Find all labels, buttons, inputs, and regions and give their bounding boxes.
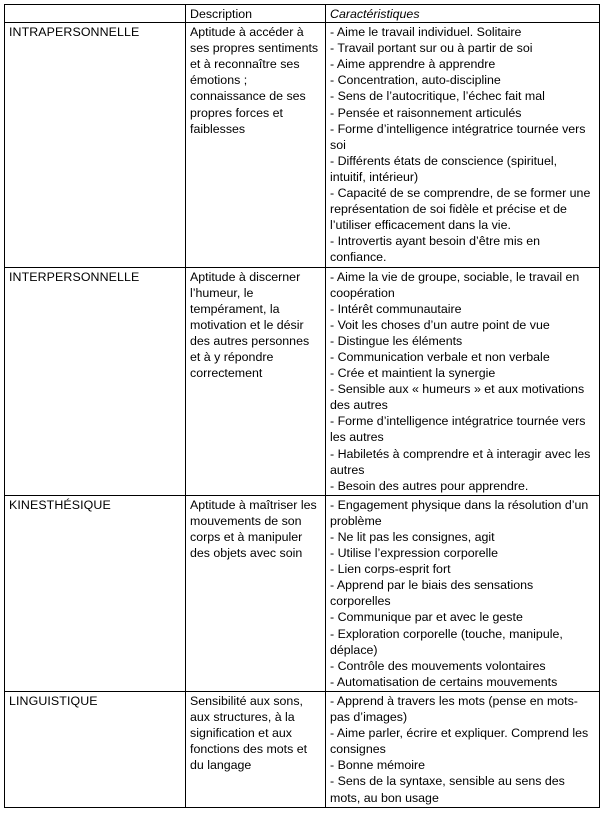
- table-row: [5, 495, 600, 691]
- characteristic-item: - Bonne mémoire: [330, 758, 426, 773]
- intelligence-description: Sensibilité aux sons, aux structures, à la signification et aux fonctions des mots et du langage: [186, 691, 326, 807]
- characteristic-item: - Engagement physique dans la résolution d’un problème: [330, 497, 589, 528]
- characteristic-item: - Ne lit pas les consignes, agit: [330, 530, 495, 544]
- intelligence-characteristics: [326, 691, 600, 807]
- table-body: [5, 23, 600, 808]
- characteristic-item: - Crée et maintient la synergie: [330, 366, 496, 381]
- intelligence-characteristics: [326, 23, 600, 267]
- characteristic-item: - Utilise l’expression corporelle: [330, 546, 499, 561]
- characteristic-item: - Introvertis ayant besoin d’être mis en confiance.: [330, 234, 541, 265]
- intelligence-characteristics: [326, 495, 600, 691]
- characteristic-item: - Automatisation de certains mouvements: [330, 674, 558, 689]
- intelligence-type: INTERPERSONNELLE: [5, 267, 186, 495]
- characteristic-item: - Sensible aux « humeurs » et aux motivations des autres: [330, 382, 585, 413]
- characteristic-item: - Différents états de conscience (spirituel, intuitif, intérieur): [330, 153, 558, 184]
- characteristic-item: - Sens de la syntaxe, sensible au sens des mots, au bon usage: [330, 774, 565, 805]
- header-type: [5, 5, 186, 23]
- characteristic-item: - Aime le travail individuel. Solitaire: [330, 25, 522, 40]
- characteristic-item: - Capacité de se comprendre, de se former une représentation de soi fidèle et précise et de l’utiliser efficacement dans la vie.: [330, 186, 591, 233]
- header-characteristics: Caractéristiques: [326, 5, 600, 23]
- characteristic-item: - Forme d’intelligence intégratrice tournée vers les autres: [330, 414, 586, 445]
- characteristic-item: - Aime apprendre à apprendre: [330, 57, 496, 72]
- characteristic-item: - Apprend à travers les mots (pense en mots- pas d’images): [330, 693, 578, 725]
- characteristic-item: - Aime parler, écrire et expliquer. Comprend les consignes: [330, 726, 589, 757]
- intelligence-description: Aptitude à maîtriser les mouvements de son corps et à manipuler des objets avec soin: [186, 495, 326, 691]
- characteristic-item: - Communique par et avec le geste: [330, 610, 523, 625]
- characteristic-item: - Apprend par le biais des sensations corporelles: [330, 578, 534, 609]
- intelligence-type: KINESTHÉSIQUE: [5, 495, 186, 691]
- header-description: Description: [186, 5, 326, 23]
- characteristic-item: - Concentration, auto-discipline: [330, 73, 501, 88]
- table-row: [5, 23, 600, 267]
- intelligence-description: Aptitude à accéder à ses propres sentiments et à reconnaître ses émotions ; connaissance de ses propres forces et faiblesses: [186, 23, 326, 267]
- characteristic-item: - Exploration corporelle (touche, manipule, déplace): [330, 626, 563, 657]
- characteristic-item: - Forme d’intelligence intégratrice tournée vers soi: [330, 121, 586, 152]
- intelligence-description: Aptitude à discerner l’humeur, le tempérament, la motivation et le désir des autres personnes et à y répondre correctement: [186, 267, 326, 495]
- characteristic-item: - Voit les choses d’un autre point de vue: [330, 317, 550, 332]
- characteristic-item: - Communication verbale et non verbale: [330, 349, 550, 364]
- header-row: [5, 5, 600, 23]
- characteristic-item: - Intérêt communautaire: [330, 301, 462, 316]
- intelligence-characteristics: [326, 267, 600, 495]
- characteristic-item: - Habiletés à comprendre et à interagir avec les autres: [330, 446, 591, 477]
- characteristic-item: - Aime la vie de groupe, sociable, le travail en coopération: [330, 269, 580, 300]
- intelligences-table: [4, 4, 600, 808]
- table-row: [5, 267, 600, 495]
- characteristic-item: - Pensée et raisonnement articulés: [330, 105, 522, 120]
- characteristic-item: - Travail portant sur ou à partir de soi: [330, 41, 533, 56]
- characteristic-item: - Distingue les éléments: [330, 333, 463, 348]
- table-row: [5, 691, 600, 807]
- characteristic-item: - Sens de l’autocritique, l’échec fait mal: [330, 89, 545, 104]
- characteristic-item: - Lien corps-esprit fort: [330, 562, 451, 577]
- intelligence-type: INTRAPERSONNELLE: [5, 23, 186, 267]
- characteristic-item: - Besoin des autres pour apprendre.: [330, 478, 529, 493]
- table-header: [5, 5, 600, 23]
- characteristic-item: - Contrôle des mouvements volontaires: [330, 658, 546, 673]
- intelligence-type: LINGUISTIQUE: [5, 691, 186, 807]
